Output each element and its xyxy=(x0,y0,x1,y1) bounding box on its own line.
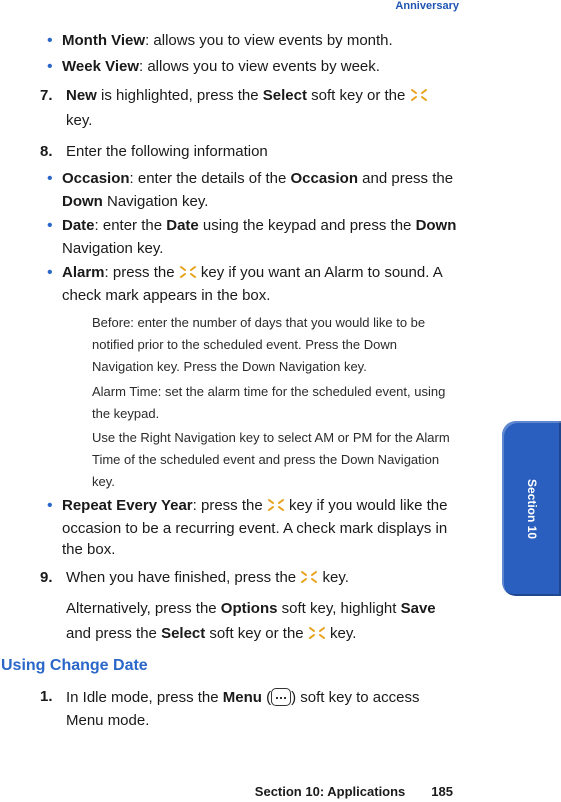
step8-text: Enter the following information xyxy=(66,143,268,160)
step-number: 7. xyxy=(40,87,53,104)
note-line: Before: enter the number of days that you would like to be xyxy=(92,315,426,330)
alarm-line1: Alarm: press the key if you want an Alarm to sound. A xyxy=(62,264,443,281)
occasion-line2: Down Navigation key. xyxy=(62,193,209,210)
step-number: 8. xyxy=(40,143,53,160)
repeat-line1: Repeat Every Year: press the key if you would like the xyxy=(62,497,448,514)
bullet-icon: • xyxy=(47,32,53,49)
step-number: 9. xyxy=(40,569,53,586)
step7-line1: New is highlighted, press the Select soft key or the xyxy=(66,87,428,105)
step1-line1: In Idle mode, press the Menu ( ) soft key to access xyxy=(66,689,420,706)
bullet-week-view: Week View: allows you to view events by week. xyxy=(62,58,380,75)
note-line: Navigation key. Press the Down Navigation key. xyxy=(92,359,367,374)
footer-section: Section 10: Applications xyxy=(254,784,406,799)
bullet-month-view: Month View: allows you to view events by month. xyxy=(62,32,393,49)
date-line1: Date: enter the Date using the keypad and press the Down xyxy=(62,217,457,234)
nav-key-icon xyxy=(267,498,285,512)
nav-key-icon xyxy=(308,626,326,640)
bullet-icon: • xyxy=(47,170,53,187)
nav-key-icon xyxy=(179,265,197,279)
bullet-icon: • xyxy=(47,58,53,75)
repeat-line2: occasion to be a recurring event. A check mark displays in xyxy=(62,520,448,537)
step9-line1: When you have finished, press the key. xyxy=(66,569,349,586)
bullet-icon: • xyxy=(47,264,53,281)
section-tab xyxy=(502,421,561,596)
date-line2: Navigation key. xyxy=(62,240,164,257)
alarm-line2: check mark appears in the box. xyxy=(62,287,271,304)
note-line: Alarm Time: set the alarm time for the scheduled event, using xyxy=(92,384,446,399)
bullet-icon: • xyxy=(47,497,53,514)
step-number: 1. xyxy=(40,688,53,705)
note-line: notified prior to the scheduled event. Press the Down xyxy=(92,337,397,352)
note-line: key. xyxy=(92,474,115,489)
step9-alt-line2: and press the Select soft key or the key. xyxy=(66,625,357,642)
note-line: Time of the scheduled event and press the Down Navigation xyxy=(92,452,440,467)
nav-key-icon xyxy=(410,88,428,102)
note-line: the keypad. xyxy=(92,406,160,421)
menu-key-icon xyxy=(271,688,291,706)
occasion-line1: Occasion: enter the details of the Occasion and press the xyxy=(62,170,454,187)
repeat-line3: the box. xyxy=(62,541,116,558)
page-number: 185 xyxy=(431,784,453,799)
step7-line2: key. xyxy=(66,112,93,129)
section-subheading: Using Change Date xyxy=(1,657,148,674)
bullet-icon: • xyxy=(47,217,53,234)
chapter-header: Anniversary xyxy=(395,0,459,12)
note-line: Use the Right Navigation key to select AM or PM for the Alarm xyxy=(92,430,450,445)
step9-alt-line1: Alternatively, press the Options soft key, highlight Save xyxy=(66,600,436,617)
step1-line2: Menu mode. xyxy=(66,712,150,729)
nav-key-icon xyxy=(300,570,318,584)
section-tab-label: Section 10 xyxy=(524,478,539,539)
page-footer xyxy=(255,784,453,799)
